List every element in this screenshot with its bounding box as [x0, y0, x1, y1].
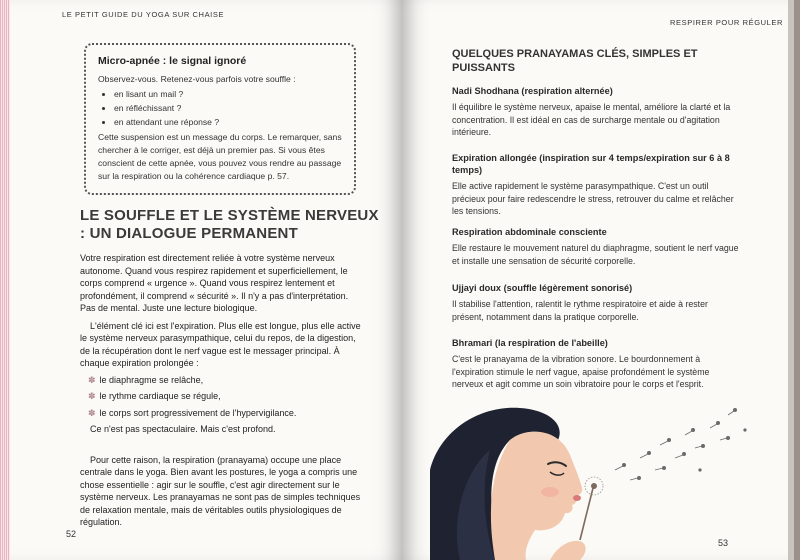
- list-item: • en attendant une réponse ?: [114, 115, 342, 129]
- bullet-list: [88, 374, 362, 420]
- flower-bullet-icon: ✽: [88, 407, 96, 418]
- section-heading: LE SOUFFLE ET LE SYSTÈME NERVEUX : UN DIALOGUE PERMANENT: [80, 207, 379, 242]
- flower-bullet-icon: ✽: [88, 374, 96, 385]
- paragraph: Votre respiration est directement reliée à votre système nerveux autonome. Quand vous respirez rapidement et superficiellement, le corps comprend « urgence ». Quand vous respirez lentement et profondément, il comprend « sécurité ». Il n'y a pas d'interprétation. Pas de mental. Juste une lecture biologique.: [80, 253, 349, 313]
- section-text: Il équilibre le système nerveux, apaise le mental, améliore la clarté et la concentration. Il est idéal en cas de surcharge mentale ou d'agitation intérieure.: [452, 102, 731, 137]
- box-list: [114, 87, 342, 129]
- running-head-left: LE PETIT GUIDE DU YOGA SUR CHAISE: [62, 10, 225, 19]
- section-heading: QUELQUES PRANAYAMAS CLÉS, SIMPLES ET PUISSANTS: [452, 48, 698, 74]
- list-item: • en réfléchissant ?: [114, 101, 342, 115]
- page-number-right: 53: [718, 538, 729, 548]
- running-head-right: RESPIRER POUR RÉGULER: [670, 18, 784, 27]
- pranayama-section: [452, 282, 740, 323]
- section-text: Il stabilise l'attention, ralentit le rythme respiratoire et aide à rester présent, notamment dans la pratique corporelle.: [452, 299, 708, 322]
- section-text: Elle restaure le mouvement naturel du diaphragme, soutient le nerf vague et installe une sensation de sécurité corporelle.: [452, 243, 739, 266]
- section-title: Bhramari (la respiration de l'abeille): [452, 338, 608, 348]
- page-number-left: 52: [66, 529, 77, 539]
- section-title: Respiration abdominale consciente: [452, 227, 607, 237]
- section-text: C'est le pranayama de la vibration sonore. Le bourdonnement à l'expiration stimule le nerf vague, apaise profondément le système nerveux et agit comme un soin vibratoire pour le corps et l'esprit.: [452, 354, 710, 389]
- body-text: [80, 252, 362, 529]
- list-item: • en lisant un mail ?: [114, 87, 342, 101]
- section-text: Elle active rapidement le système parasympathique. C'est un outil précieux pour faire redescendre le stress, retrouver du calme et relâcher les tensions.: [452, 181, 734, 216]
- box-text: Cette suspension est un message du corps. Le remarquer, sans chercher à le corriger, est déjà un premier pas. Si vous êtes conscient de cette apnée, vous pouvez vous rendre au passage sur la respiration ou la cohérence cardiaque p. 57.: [98, 132, 342, 181]
- section-title: Expiration allongée (inspiration sur 4 temps/expiration sur 6 à 8 temps): [452, 153, 730, 175]
- section-title: Nadi Shodhana (respiration alternée): [452, 86, 613, 96]
- page-edge: [788, 0, 794, 560]
- box-intro: Observez-vous. Retenez-vous parfois votre souffle :: [98, 74, 296, 84]
- micro-apnea-box: [84, 43, 356, 195]
- list-item: ✽ le rythme cardiaque se régule,: [88, 391, 221, 401]
- flower-bullet-icon: ✽: [88, 391, 96, 401]
- pranayama-section: [452, 226, 740, 267]
- paragraph: L'élément clé ici est l'expiration. Plus elle est longue, plus elle active le système nerveux parasympathique, celui du repos, de la digestion, de la récupération dont le nerf vague est le messager principal. À chaque expiration prolongée :: [80, 320, 361, 368]
- list-item: ✽ le diaphragme se relâche,: [88, 374, 204, 385]
- pranayama-section: [452, 337, 740, 391]
- list-item: ✽ le corps sort progressivement de l'hypervigilance.: [88, 407, 297, 418]
- pranayama-section: [452, 85, 740, 139]
- woman-blowing-dandelion-illustration: [430, 400, 760, 560]
- paragraph: Pour cette raison, la respiration (pranayama) occupe une place centrale dans le yoga. Bien avant les postures, le yoga a compris une chose essentielle : agir sur le souffle, c'est agir directement sur le système nerveux. Les pranayamas ne sont pas de simples techniques de relaxation mentale, mais de véritables outils physiologiques de régulation.: [80, 454, 361, 527]
- paragraph: Ce n'est pas spectaculaire. Mais c'est profond.: [90, 424, 276, 434]
- section-title: Ujjayi doux (souffle légèrement sonorisé): [452, 283, 633, 293]
- box-title: Micro-apnée : le signal ignoré: [98, 55, 247, 67]
- page-edge: [0, 0, 10, 560]
- pranayama-section: [452, 152, 740, 218]
